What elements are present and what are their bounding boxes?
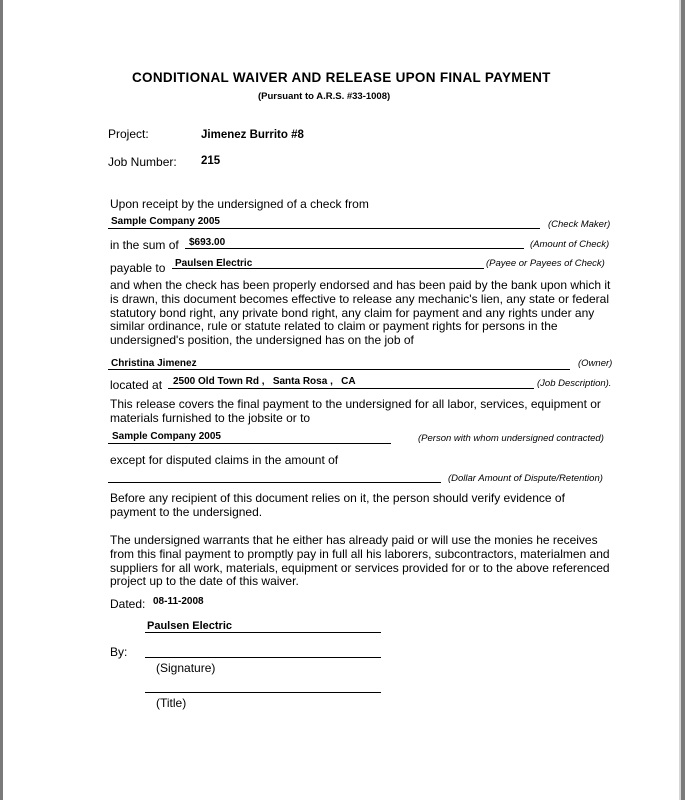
payee-caption: (Payee or Payees of Check) bbox=[486, 258, 605, 269]
owner-caption: (Owner) bbox=[578, 358, 613, 369]
job-number-label: Job Number: bbox=[108, 155, 177, 169]
check-maker-line bbox=[108, 228, 540, 229]
sum-value: $693.00 bbox=[189, 237, 226, 248]
contracted-caption: (Person with whom undersigned contracted) bbox=[418, 433, 604, 444]
page-border-right bbox=[681, 0, 685, 800]
location-value: 2500 Old Town Rd , Santa Rosa , CA bbox=[173, 376, 356, 387]
sum-label: in the sum of bbox=[110, 238, 179, 252]
contracted-value: Sample Company 2005 bbox=[112, 431, 221, 442]
dispute-caption: (Dollar Amount of Dispute/Retention) bbox=[448, 473, 603, 484]
document-subtitle: (Pursuant to A.R.S. #33-1008) bbox=[258, 91, 391, 102]
payee-line bbox=[172, 268, 484, 269]
by-label: By: bbox=[110, 645, 128, 659]
signature-label: (Signature) bbox=[156, 661, 216, 675]
company-line bbox=[145, 632, 381, 633]
owner-value: Christina Jimenez bbox=[111, 358, 197, 369]
located-label: located at bbox=[110, 378, 163, 392]
verify-paragraph: Before any recipient of this document relies on it, the person should verify evidence of payment to the undersigned. bbox=[110, 491, 565, 519]
body-paragraph: and when the check has been properly endorsed and has been paid by the bank upon which it is drawn, this document becomes effective to release any mechanic's lien, any state or federal statutory bond right, any private bond right, any claim for payment and any rights under any similar ordinance, rule or statute related to claim or payment rights for persons in the undersigned's position, the undersigned has on the job of bbox=[110, 278, 611, 348]
warrant-paragraph: The undersigned warrants that he either has already paid or will use the monies he receives from this final payment to promptly pay in full all his laborers, subcontractors, materialmen and suppliers for all work, materials, equipment or services provided for or to the above referenced project up to the date of this waiver. bbox=[110, 533, 610, 589]
location-caption: (Job Description). bbox=[537, 378, 612, 389]
sum-line bbox=[185, 248, 524, 249]
dispute-line bbox=[108, 482, 441, 483]
check-maker-value: Sample Company 2005 bbox=[111, 216, 220, 227]
page-border-left bbox=[0, 0, 3, 800]
receipt-text: Upon receipt by the undersigned of a check from bbox=[110, 197, 369, 211]
project-value: Jimenez Burrito #8 bbox=[201, 129, 304, 141]
title-line bbox=[145, 692, 381, 693]
document-title: CONDITIONAL WAIVER AND RELEASE UPON FINAL PAYMENT bbox=[132, 70, 551, 85]
job-number-value: 215 bbox=[201, 155, 221, 167]
payable-label: payable to bbox=[110, 261, 166, 275]
owner-line bbox=[108, 369, 570, 370]
check-maker-caption: (Check Maker) bbox=[548, 219, 611, 230]
company-value: Paulsen Electric bbox=[147, 620, 232, 632]
sum-caption: (Amount of Check) bbox=[530, 239, 610, 250]
location-line bbox=[168, 388, 534, 389]
disputed-text: except for disputed claims in the amount of bbox=[110, 453, 339, 467]
project-label: Project: bbox=[108, 127, 149, 141]
dated-label: Dated: bbox=[110, 597, 146, 611]
dated-value: 08-11-2008 bbox=[153, 596, 204, 607]
release-paragraph: This release covers the final payment to the undersigned for all labor, services, equipment or materials furnished to the jobsite or to bbox=[110, 397, 601, 425]
title-label: (Title) bbox=[156, 696, 187, 710]
payee-value: Paulsen Electric bbox=[175, 258, 253, 269]
signature-line bbox=[145, 657, 381, 658]
contracted-line bbox=[108, 443, 391, 444]
